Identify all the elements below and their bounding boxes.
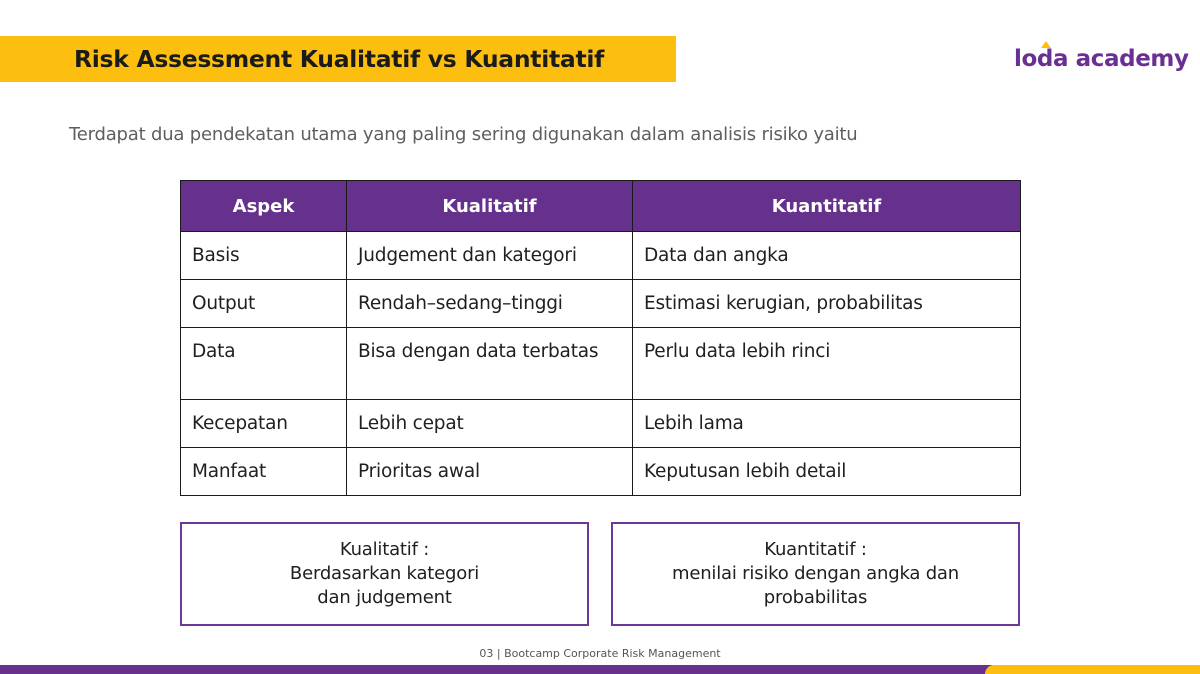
table-cell: Manfaat (181, 448, 347, 496)
slide-title: Risk Assessment Kualitatif vs Kuantitatif (74, 45, 605, 73)
table-row (181, 400, 1021, 448)
title-banner (0, 36, 676, 82)
table-cell: Data (181, 328, 347, 400)
table-cell: Kecepatan (181, 400, 347, 448)
box-line: menilai risiko dengan angka dan (672, 563, 959, 584)
slide-subtitle: Terdapat dua pendekatan utama yang paling sering digunakan dalam analisis risiko yaitu (69, 124, 858, 145)
table-cell: Prioritas awal (347, 448, 633, 496)
table-cell: Rendah–sedang–tinggi (347, 280, 633, 328)
table-header-row (181, 181, 1021, 232)
box-line: probabilitas (763, 587, 868, 608)
table-cell: Keputusan lebih detail (633, 448, 1021, 496)
table-cell: Lebih lama (633, 400, 1021, 448)
table-row (181, 328, 1021, 400)
box-line: Berdasarkan kategori (289, 563, 480, 584)
kualitatif-summary-box (180, 522, 589, 626)
box-line: dan judgement (317, 587, 452, 608)
table-cell: Output (181, 280, 347, 328)
table-row (181, 280, 1021, 328)
table-row (181, 448, 1021, 496)
table-cell: Basis (181, 232, 347, 280)
comparison-table (180, 180, 1021, 496)
table-row (181, 232, 1021, 280)
header-kualitatif: Kualitatif (347, 181, 633, 232)
footer-caption: 03 | Bootcamp Corporate Risk Management (479, 647, 721, 660)
footer-accent (985, 665, 1200, 674)
kuantitatif-summary-box (611, 522, 1020, 626)
brand-logo: loda academy (1014, 46, 1189, 72)
table-cell: Bisa dengan data terbatas (347, 328, 633, 400)
box-title: Kuantitatif : (764, 539, 867, 560)
header-aspek: Aspek (181, 181, 347, 232)
box-title: Kualitatif : (339, 539, 430, 560)
table-cell: Data dan angka (633, 232, 1021, 280)
table-cell: Estimasi kerugian, probabilitas (633, 280, 1021, 328)
header-kuantitatif: Kuantitatif (633, 181, 1021, 232)
table-cell: Lebih cepat (347, 400, 633, 448)
table-cell: Perlu data lebih rinci (633, 328, 1021, 400)
table-cell: Judgement dan kategori (347, 232, 633, 280)
